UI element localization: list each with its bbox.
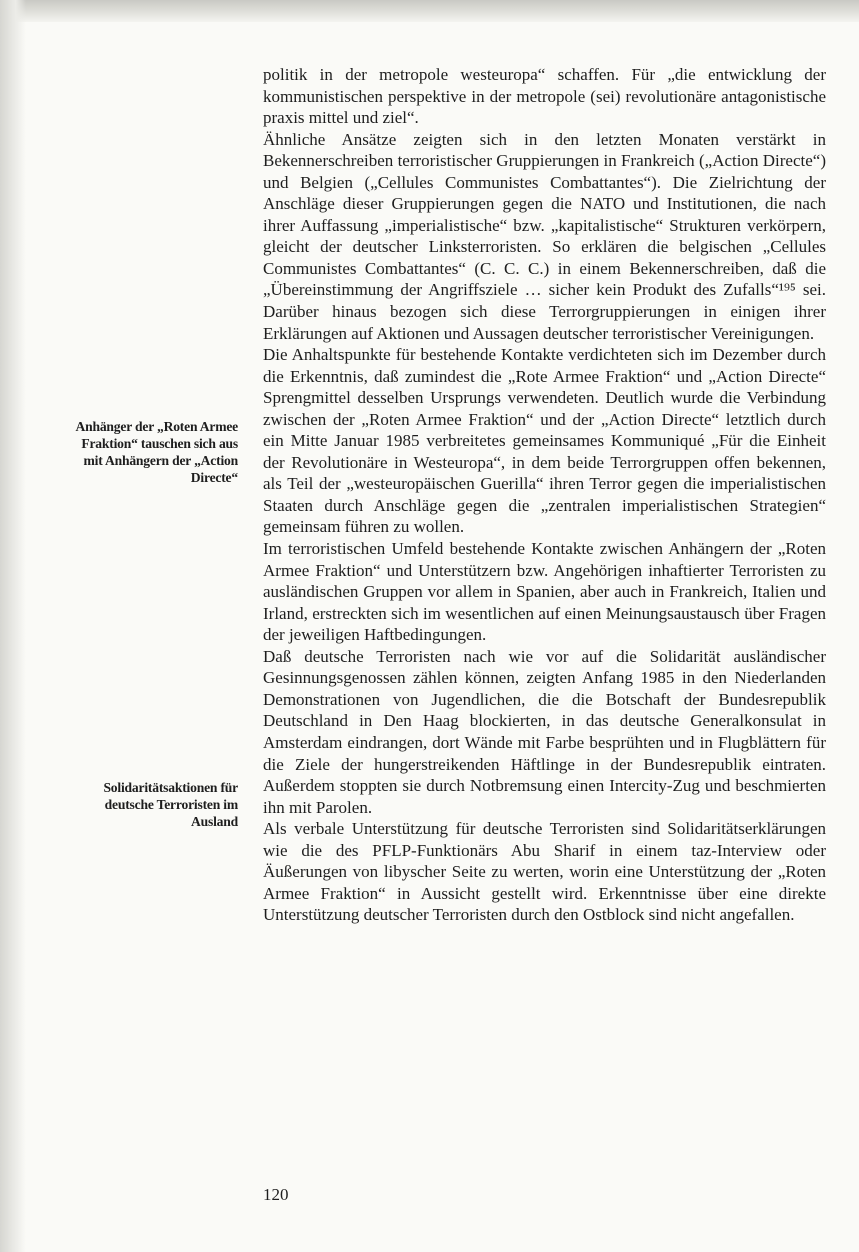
paragraph: politik in der metropole westeuropa“ schaffen. Für „die entwicklung der kommunistischen perspektive in der metropole (sei) revolutionäre antagonistische praxis mittel und ziel“. [263,65,826,128]
paragraph: Die Anhaltspunkte für bestehende Kontakte verdichteten sich im Dezember durch die Erkenntnis, daß zumindest die „Rote Armee Fraktion“ und „Action Directe“ Sprengmittel desselben Ursprungs verwendeten. Deutlich wurde die Verbindung zwischen der „Roten Armee Fraktion“ und der „Action Directe“ letztlich durch ein Mitte Januar 1985 verbreitetes gemeinsames Kommuniqué „Für die Einheit der Revolutionäre in Westeuropa“, in dem beide Terrorgruppen offen bekennen, als Teil der „westeuropäischen Guerilla“ ihren Terror gegen die imperialistischen Staaten durch Anschläge gegen die „zentralen imperialistischen Strategien“ gemeinsam führen zu wollen. [263,345,826,537]
paragraph: Im terroristischen Umfeld bestehende Kontakte zwischen Anhängern der „Roten Armee Fraktion“ und Unterstützern bzw. Angehörigen inhaftierter Terroristen zu ausländischen Gruppen vor allem in Spanien, aber auch in Frankreich, Italien und Irland, erstreckten sich im wesentlichen auf einen Meinungsaustausch über Fragen der jeweiligen Haftbedingungen. [263,539,826,645]
paragraph: Als verbale Unterstützung für deutsche Terroristen sind Solidaritätserklärungen wie die des PFLP-Funktionärs Abu Sharif in einem taz-Interview oder Äußerungen von libyscher Seite zu werten, worin eine Unterstützung der „Roten Armee Fraktion“ in Aussicht gestellt wird. Erkenntnisse über eine direkte Unterstützung deutscher Terroristen durch den Ostblock sind nicht angefallen. [263,819,826,925]
paragraph: Ähnliche Ansätze zeigten sich in den letzten Monaten verstärkt in Bekennerschreiben terroristischer Gruppierungen in Frankreich („Action Directe“) und Belgien („Cellules Communistes Combattantes“). Die Zielrichtung der Anschläge dieser Gruppierungen gegen die NATO und Institutionen, die nach ihrer Auffassung „imperialistische“ bzw. „kapitalistische“ Strukturen verkörpern, gleicht der deutscher Linksterroristen. So erklären die belgischen „Cellules Communistes Combattantes“ (C. C. C.) in einem Bekennerschreiben, daß die „Übereinstimmung der Angriffsziele … sicher kein Produkt des Zufalls“¹⁹⁵ sei. Darüber hinaus bezogen sich diese Terrorgruppierungen in einigen ihrer Erklärungen auf Aktionen und Aussagen deutscher terroristischer Vereinigungen. [263,129,826,343]
body-text [263,64,826,926]
margin-note-contacts: Anhänger der „Roten Armee Fraktion“ tauschen sich aus mit Anhängern der „Action Directe“ [75,419,238,485]
scan-edge-left [0,0,26,1252]
scan-edge-top [0,0,859,22]
page-number: 120 [263,1185,289,1204]
paragraph: Daß deutsche Terroristen nach wie vor auf die Solidarität ausländischer Gesinnungsgenossen zählen können, zeigten Anfang 1985 in den Niederlanden Demonstrationen von Jugendlichen, die die Botschaft der Bundesrepublik Deutschland in Den Haag blockierten, in das deutsche Generalkonsulat in Amsterdam eindrangen, dort Wände mit Farbe besprühten und in Flugblättern für die Ziele der hungerstreikenden Häftlinge in der Bundesrepublik eintraten. Außerdem stoppten sie durch Notbremsung einen Intercity-Zug und beschmierten ihn mit Parolen. [263,646,826,817]
margin-note-solidarity: Solidaritätsaktionen für deutsche Terroristen im Ausland [103,780,238,829]
